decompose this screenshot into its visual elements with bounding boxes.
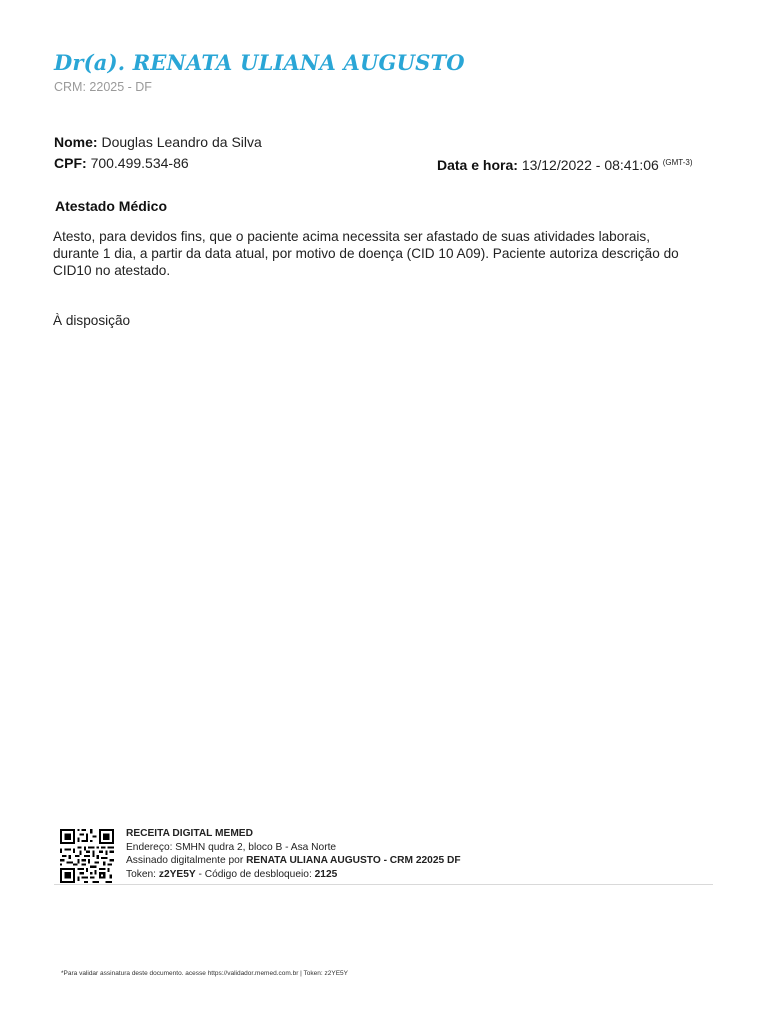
certificate-line: CID10 no atestado.	[53, 263, 171, 278]
signed-prefix: Assinado digitalmente por	[126, 855, 247, 866]
footer-divider	[54, 884, 713, 885]
certificate-title: Atestado Médico	[55, 198, 168, 214]
patient-cpf: 700.499.534-86	[90, 155, 189, 171]
datetime-label: Data e hora:	[437, 157, 518, 173]
footer-address: Endereço: SMHN qudra 2, bloco B - Asa Norte	[126, 841, 337, 853]
certificate-body	[53, 228, 713, 279]
certificate-line: durante 1 dia, a partir da data atual, por motivo de doença (CID 10 A09). Paciente autoriza descrição do	[53, 246, 679, 261]
signed-by: RENATA ULIANA AUGUSTO - CRM 22025 DF	[246, 855, 461, 866]
token-label: Token:	[126, 868, 159, 880]
patient-cpf-label: CPF:	[54, 155, 87, 171]
datetime-row	[437, 157, 693, 173]
qr-code-icon	[60, 829, 114, 883]
patient-name-label: Nome:	[54, 134, 98, 150]
datetime-value: 13/12/2022 - 08:41:06	[521, 157, 659, 173]
patient-name: Douglas Leandro da Silva	[101, 134, 262, 150]
doctor-crm: CRM: 22025 - DF	[54, 80, 152, 94]
validation-note: *Para validar assinatura deste documento. acesse https://validador.memed.com.br | Token: z2YE5Y	[61, 970, 348, 977]
datetime-timezone: (GMT-3)	[662, 158, 693, 167]
patient-name-row	[54, 134, 262, 150]
unlock-code: 2125	[314, 868, 338, 880]
closing-text: À disposição	[53, 313, 131, 328]
doctor-name: Dr(a). RENATA ULIANA AUGUSTO	[54, 50, 465, 75]
footer-signed-row	[126, 854, 461, 868]
footer-title: RECEITA DIGITAL MEMED	[126, 828, 253, 839]
patient-cpf-row	[54, 155, 189, 171]
unlock-label: - Código de desbloqueio:	[195, 868, 315, 880]
signature-block	[126, 827, 461, 881]
certificate-line: Atesto, para devidos fins, que o paciente acima necessita ser afastado de suas atividades laborais,	[53, 229, 650, 244]
token-value: z2YE5Y	[158, 868, 196, 880]
footer-token-row	[126, 868, 461, 882]
